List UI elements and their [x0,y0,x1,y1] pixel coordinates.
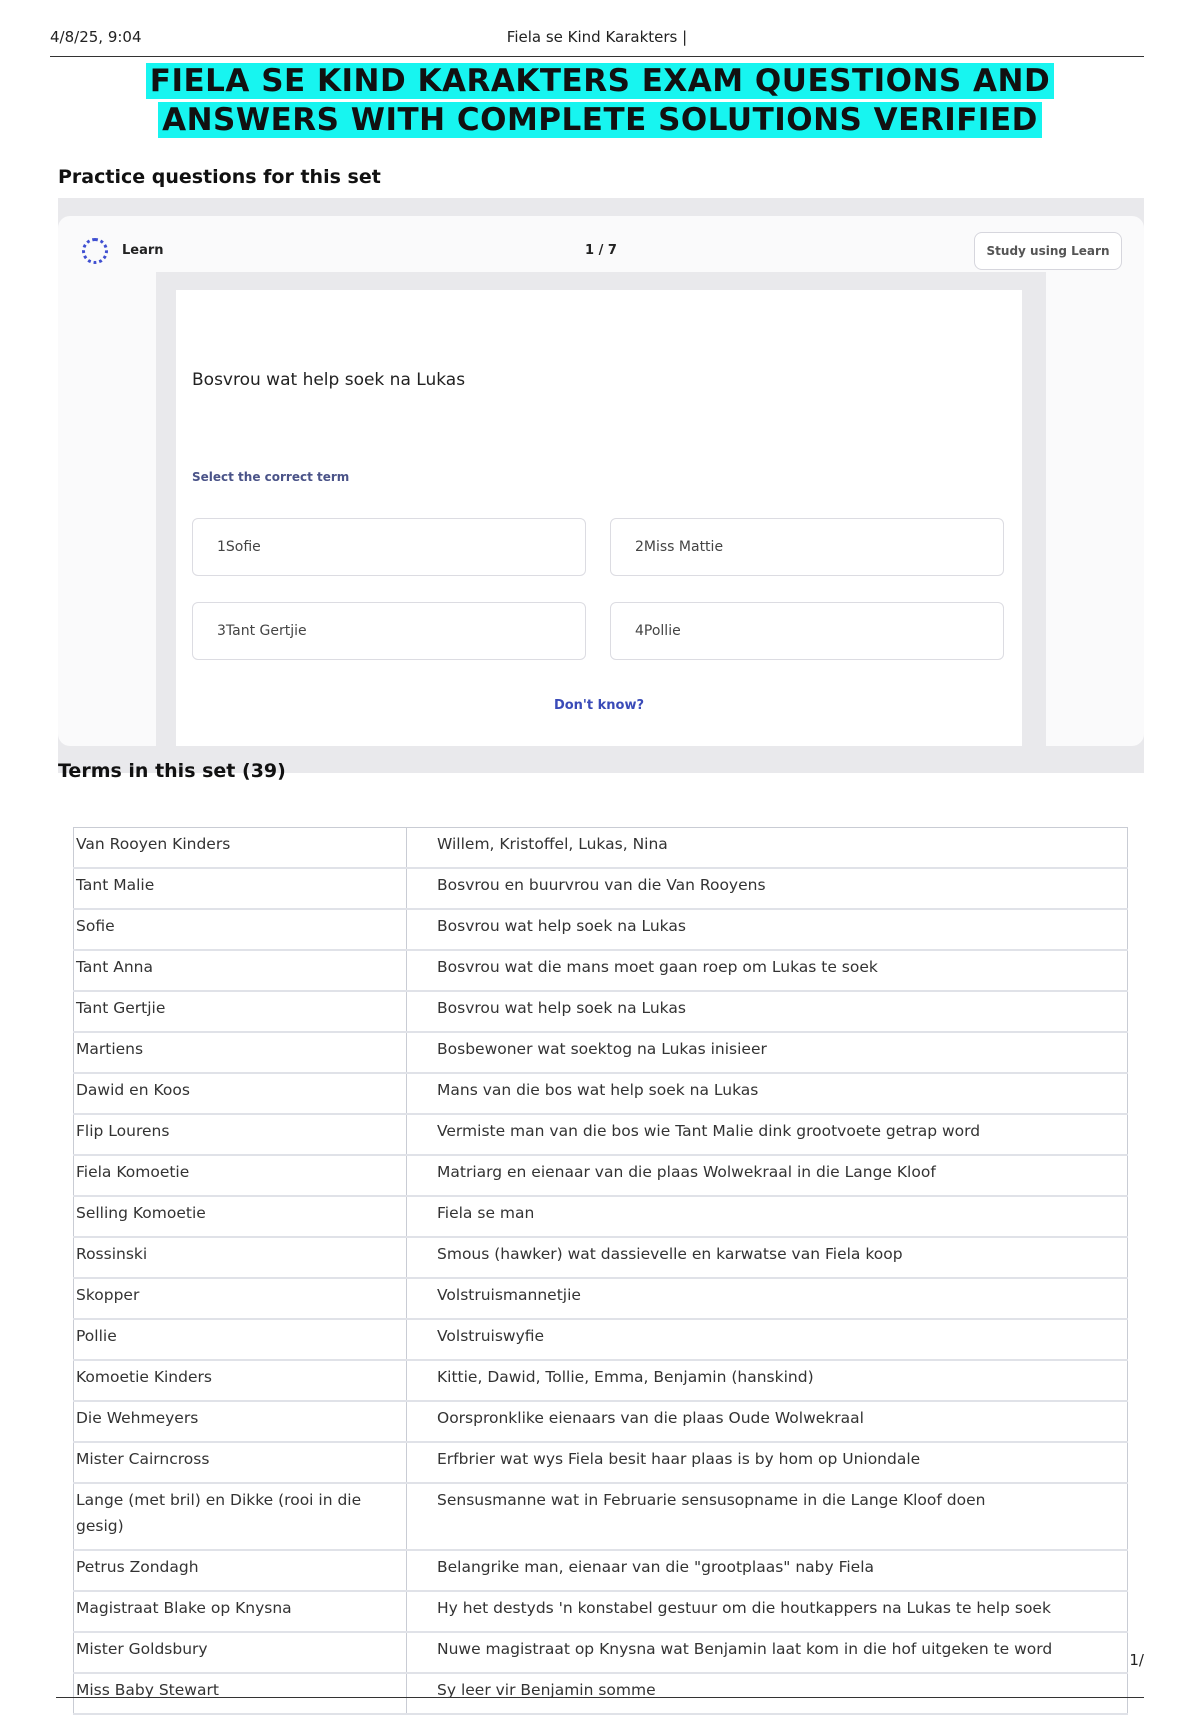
term-row [74,1032,1128,1073]
title-line-2: ANSWERS WITH COMPLETE SOLUTIONS VERIFIED [158,102,1042,138]
term-row [74,1550,1128,1591]
definition-cell: Volstruismannetjie [407,1278,1128,1319]
definition-cell: Bosvrou en buurvrou van die Van Rooyens [407,868,1128,909]
terms-heading: Terms in this set (39) [58,760,286,782]
term-row [74,868,1128,909]
term-row [74,1114,1128,1155]
term-cell: Martiens [74,1032,407,1073]
term-row [74,1442,1128,1483]
term-row [74,1483,1128,1550]
print-header [50,28,1144,57]
term-cell: Miss Baby Stewart [74,1673,407,1714]
definition-cell: Sy leer vir Benjamin somme [407,1673,1128,1714]
definition-cell: Fiela se man [407,1196,1128,1237]
term-cell: Flip Lourens [74,1114,407,1155]
print-date: 4/8/25, 9:04 [50,28,142,46]
term-cell: Komoetie Kinders [74,1360,407,1401]
definition-cell: Oorspronklike eienaars van die plaas Oude Wolwekraal [407,1401,1128,1442]
term-cell: Tant Malie [74,868,407,909]
term-cell: Mister Goldsbury [74,1632,407,1673]
term-cell: Skopper [74,1278,407,1319]
definition-cell: Hy het destyds 'n konstabel gestuur om die houtkappers na Lukas te help soek [407,1591,1128,1632]
term-cell: Tant Anna [74,950,407,991]
learn-label: Learn [122,243,164,258]
term-row [74,1196,1128,1237]
term-row [74,991,1128,1032]
definition-cell: Nuwe magistraat op Knysna wat Benjamin laat kom in die hof uitgeken te word [407,1632,1128,1673]
question-card [176,290,1022,746]
term-cell: Petrus Zondagh [74,1550,407,1591]
term-cell: Mister Cairncross [74,1442,407,1483]
answer-option-2[interactable]: 2Miss Mattie [610,518,1004,576]
term-row [74,1360,1128,1401]
term-row [74,1632,1128,1673]
term-row [74,1237,1128,1278]
term-row [74,1155,1128,1196]
term-row [74,1401,1128,1442]
term-row [74,828,1128,869]
term-cell: Pollie [74,1319,407,1360]
answer-option-4[interactable]: 4Pollie [610,602,1004,660]
term-row [74,1673,1128,1714]
term-cell: Fiela Komoetie [74,1155,407,1196]
definition-cell: Erfbrier wat wys Fiela besit haar plaas is by hom op Uniondale [407,1442,1128,1483]
study-using-learn-button[interactable]: Study using Learn [974,232,1122,270]
definition-cell: Smous (hawker) wat dassievelle en karwatse van Fiela koop [407,1237,1128,1278]
definition-cell: Bosvrou wat help soek na Lukas [407,909,1128,950]
definition-cell: Sensusmanne wat in Februarie sensusopname in die Lange Kloof doen [407,1483,1128,1550]
definition-cell: Mans van die bos wat help soek na Lukas [407,1073,1128,1114]
term-row [74,1591,1128,1632]
practice-heading: Practice questions for this set [58,166,381,188]
title-line-1: FIELA SE KIND KARAKTERS EXAM QUESTIONS AND [146,63,1054,99]
term-row [74,909,1128,950]
answer-option-3[interactable]: 3Tant Gertjie [192,602,586,660]
select-hint: Select the correct term [192,470,350,484]
definition-cell: Vermiste man van die bos wie Tant Malie dink grootvoete getrap word [407,1114,1128,1155]
term-row [74,1319,1128,1360]
term-cell: Dawid en Koos [74,1073,407,1114]
page-number: 1/ [1129,1651,1144,1669]
question-progress: 1 / 7 [585,243,617,258]
definition-cell: Belangrike man, eienaar van die "grootplaas" naby Fiela [407,1550,1128,1591]
footer-rule [56,1697,1144,1698]
term-cell: Rossinski [74,1237,407,1278]
definition-cell: Bosbewoner wat soektog na Lukas inisieer [407,1032,1128,1073]
term-cell: Sofie [74,909,407,950]
term-row [74,950,1128,991]
terms-table [73,827,1128,1715]
print-doc-title: Fiela se Kind Karakters | [506,28,688,46]
question-text: Bosvrou wat help soek na Lukas [192,370,466,390]
term-cell: Selling Komoetie [74,1196,407,1237]
term-row [74,1278,1128,1319]
page-title [50,62,1150,140]
term-cell: Magistraat Blake op Knysna [74,1591,407,1632]
definition-cell: Bosvrou wat die mans moet gaan roep om Lukas te soek [407,950,1128,991]
term-cell: Tant Gertjie [74,991,407,1032]
definition-cell: Willem, Kristoffel, Lukas, Nina [407,828,1128,869]
definition-cell: Kittie, Dawid, Tollie, Emma, Benjamin (hanskind) [407,1360,1128,1401]
answer-option-1[interactable]: 1Sofie [192,518,586,576]
dont-know-link[interactable]: Don't know? [553,698,645,713]
term-row [74,1073,1128,1114]
term-cell: Die Wehmeyers [74,1401,407,1442]
definition-cell: Volstruiswyfie [407,1319,1128,1360]
term-cell: Van Rooyen Kinders [74,828,407,869]
definition-cell: Matriarg en eienaar van die plaas Wolwekraal in die Lange Kloof [407,1155,1128,1196]
learn-card [58,216,1144,746]
term-cell: Lange (met bril) en Dikke (rooi in die gesig) [74,1483,407,1550]
definition-cell: Bosvrou wat help soek na Lukas [407,991,1128,1032]
